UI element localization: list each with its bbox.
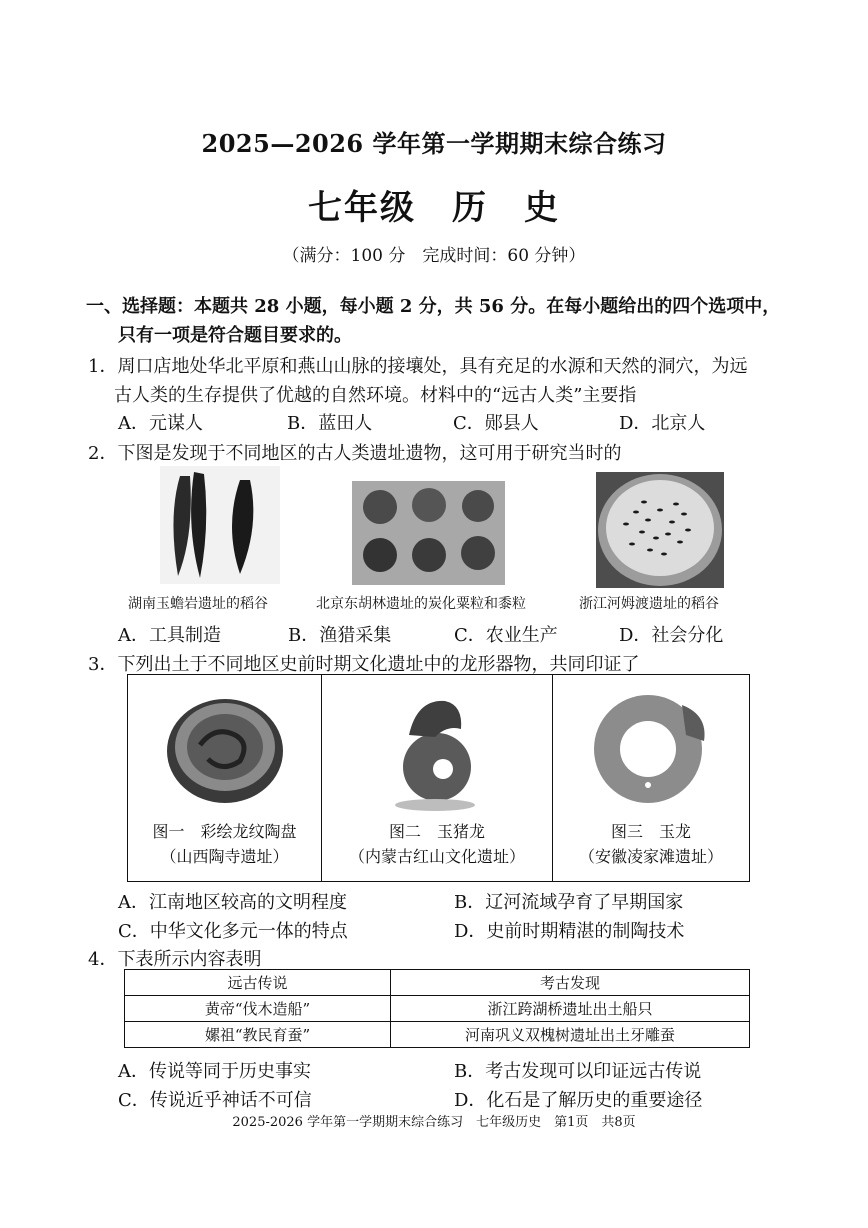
q3-option-a[interactable]: A．江南地区较高的文明程度 (118, 892, 347, 913)
exam-title: 2025—2026 学年第一学期期末综合练习 (201, 129, 667, 158)
q3-figure-table (127, 674, 750, 882)
q1-stem-line1: 1．周口店地处华北平原和燕山山脉的接壤处，具有充足的水源和天然的洞穴，为远 (88, 356, 748, 377)
q4-header-archaeology: 考古发现 (391, 970, 750, 996)
q3-option-c[interactable]: C．中华文化多元一体的特点 (118, 921, 348, 942)
q4-row2-legend: 嫘祖“教民育蚕” (125, 1022, 391, 1048)
millet-grains-donghulin-image (352, 481, 505, 585)
q2-option-c[interactable]: C．农业生产 (454, 625, 558, 646)
q1-option-d[interactable]: D．北京人 (619, 413, 706, 434)
q2-caption-3: 浙江河姆渡遗址的稻谷 (579, 596, 719, 612)
table-row (125, 1022, 750, 1048)
q4-option-d[interactable]: D．化石是了解历史的重要途径 (454, 1090, 703, 1111)
q4-table (124, 969, 750, 1048)
q1-option-a[interactable]: A．元谋人 (118, 413, 203, 434)
q2-stem: 2．下图是发现于不同地区的古人类遗址遗物，这可用于研究当时的 (88, 443, 622, 464)
q2-option-b[interactable]: B．渔猎采集 (288, 625, 392, 646)
q4-option-b[interactable]: B．考古发现可以印证远古传说 (454, 1061, 702, 1082)
q4-table-header-row (125, 970, 750, 996)
q3-option-d[interactable]: D．史前时期精湛的制陶技术 (454, 921, 685, 942)
page-footer: 2025-2026 学年第一学期期末综合练习 七年级历史 第1页 共8页 (232, 1115, 636, 1130)
q1-stem-line2: 古人类的生存提供了优越的自然环境。材料中的“远古人类”主要指 (114, 385, 637, 406)
jade-dragon-ring-image (586, 685, 716, 815)
q4-stem: 4．下表所示内容表明 (88, 949, 262, 970)
q3-figure-2-label: 图二 玉猪龙 (389, 822, 486, 841)
jade-pig-dragon-image (387, 685, 487, 815)
q2-caption-1: 湖南玉蟾岩遗址的稻谷 (128, 596, 268, 612)
table-row (125, 996, 750, 1022)
q4-header-legend: 远古传说 (125, 970, 391, 996)
q3-figure-2-cell (322, 675, 553, 882)
q3-figure-1-cell (128, 675, 322, 882)
q1-option-c[interactable]: C．郧县人 (453, 413, 539, 434)
q3-figure-3-cell (553, 675, 750, 882)
q3-figure-3-label: 图三 玉龙 (610, 822, 691, 841)
q3-figure-1-site: （山西陶寺遗址） (160, 847, 289, 866)
q2-option-d[interactable]: D．社会分化 (619, 625, 724, 646)
subject-title: 七年级 历 史 (308, 188, 560, 228)
q4-option-c[interactable]: C．传说近乎神话不可信 (118, 1090, 312, 1111)
q2-option-a[interactable]: A．工具制造 (118, 625, 221, 646)
q3-option-b[interactable]: B．辽河流域孕育了早期国家 (454, 892, 684, 913)
q3-figure-2-site: （内蒙古红山文化遗址） (349, 847, 526, 866)
q4-row1-archaeology: 浙江跨湖桥遗址出土船只 (391, 996, 750, 1022)
q4-row2-archaeology: 河南巩义双槐树遗址出土牙雕蚕 (391, 1022, 750, 1048)
rice-grains-yuchanyan-image (160, 466, 280, 584)
rice-bowl-hemudu-image (596, 472, 724, 588)
painted-dragon-plate-image (160, 685, 290, 815)
q2-caption-2: 北京东胡林遗址的炭化粟粒和黍粒 (316, 596, 526, 612)
q3-figure-3-site: （安徽凌家滩遗址） (578, 847, 723, 866)
exam-info: （满分：100 分 完成时间：60 分钟） (282, 246, 586, 266)
q1-option-b[interactable]: B．蓝田人 (287, 413, 373, 434)
section-instruction-line2: 只有一项是符合题目要求的。 (118, 325, 352, 346)
q4-row1-legend: 黄帝“伐木造船” (125, 996, 391, 1022)
section-instruction-line1: 一、选择题：本题共 28 小题，每小题 2 分，共 56 分。在每小题给出的四个选项中， (86, 296, 781, 317)
q3-figure-1-label: 图一 彩绘龙纹陶盘 (152, 822, 297, 841)
q4-option-a[interactable]: A．传说等同于历史事实 (118, 1061, 311, 1082)
q3-stem: 3．下列出土于不同地区史前时期文化遗址中的龙形器物，共同印证了 (88, 654, 640, 675)
